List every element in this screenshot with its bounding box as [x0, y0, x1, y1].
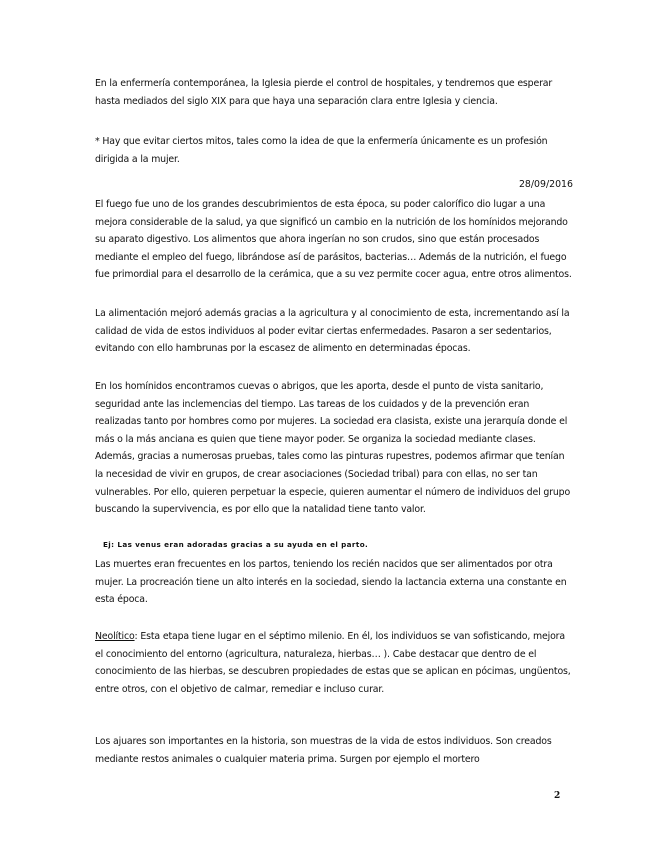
- paragraph-mitos-note: * Hay que evitar ciertos mitos, tales como la idea de que la enfermería únicamente es un profesión dirigida a la mujer.: [95, 136, 548, 165]
- paragraph-muertes-partos: Las muertes eran frecuentes en los partos, teniendo los recién nacidos que ser alimentados por otra mujer. La procreación tiene un alto interés en la sociedad, siendo la lactancia externa una constante en esta época.: [95, 559, 567, 606]
- paragraph-ajuares: Los ajuares son importantes en la historia, son muestras de la vida de estos individuos. Son creados mediante restos animales o cualquier materia prima. Surgen por ejemplo el mortero: [95, 736, 552, 765]
- paragraph-fuego: El fuego fue uno de los grandes descubrimientos de esta época, su poder calorífico dio lugar a una mejora considerable de la salud, ya que significó un cambio en la nutrición de los homínidos mejorando su aparato digestivo. Los alimentos que ahora ingerían no son crudos, sino que están procesados mediante el empleo del fuego, librándose así de parásitos, bacterias… Además de la nutrición, el fuego fue primordial para el desarrollo de la cerámica, que a su vez permite cocer agua, entre otros alimentos.: [95, 199, 572, 281]
- paragraph-enfermeria-contemporanea: En la enfermería contemporánea, la Iglesia pierde el control de hospitales, y tendremos que esperar hasta mediados del siglo XIX para que haya una separación clara entre Iglesia y ciencia.: [95, 78, 553, 107]
- paragraph-alimentacion: La alimentación mejoró además gracias a la agricultura y al conocimiento de esta, incrementando así la calidad de vida de estos individuos al poder evitar ciertas enfermedades. Pasaron a ser sedentarios, evitando con ello hambrunas por la escasez de alimento en determinadas épocas.: [95, 308, 570, 355]
- neolitico-term: Neolítico: [95, 631, 135, 642]
- paragraph-cuevas-sociedad: En los homínidos encontramos cuevas o abrigos, que les aporta, desde el punto de vista sanitario, seguridad ante las inclemencias del tiempo. Las tareas de los cuidados y de la prevención eran realizadas tanto por hombres como por mujeres. La sociedad era clasista, existe una jerarquía donde el más o la más anciana es quien que tiene mayor poder. Se organiza la sociedad mediante clases. Además, gracias a numerosas pruebas, tales como las pinturas rupestres, podemos afirmar que tenían la necesidad de vivir en grupos, de crear asociaciones (Sociedad tribal) para con ellas, no ser tan vulnerables. Por ello, quieren perpetuar la especie, quieren aumentar el número de individuos del grupo buscando la supervivencia, es por ello que la natalidad tiene tanto valor.: [95, 381, 571, 516]
- paragraph-neolitico: [95, 628, 573, 698]
- example-note: Ej: Las venus eran adoradas gracias a su ayuda en el parto.: [103, 540, 369, 549]
- neolitico-text: : Esta etapa tiene lugar en el séptimo milenio. En él, los individuos se van sofisticando, mejora el conocimiento del entorno (agricultura, naturaleza, hierbas… ). Cabe destacar que dentro de el conocimiento de las hierbas, se descubren propiedades de estas que se aplican en pócimas, ungüentos, entre otros, con el objetivo de calmar, remediar e incluso curar.: [95, 631, 571, 695]
- page-number: 2: [554, 791, 561, 801]
- date-label: 28/09/2016: [518, 179, 573, 190]
